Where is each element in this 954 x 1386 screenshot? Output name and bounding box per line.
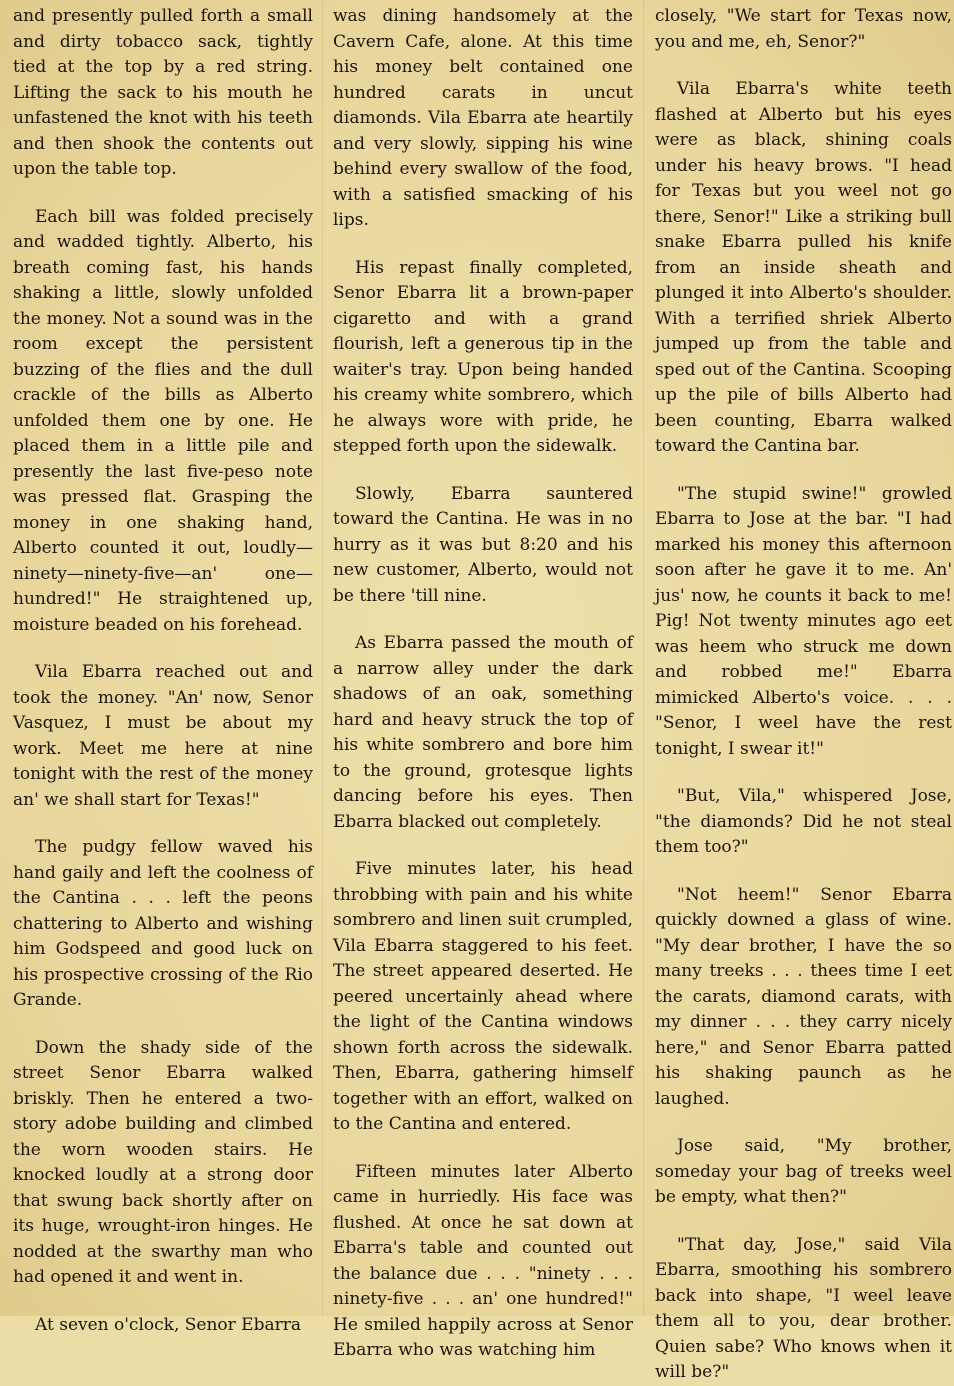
paragraph: Slowly, Ebarra sauntered toward the Cantina. He was in no hurry as it was but 8:20 and his new customer, Alberto, would not be there 'till nine. <box>333 483 633 606</box>
paragraph: "That day, Jose," said Vila Ebarra, smoothing his sombrero back into shape, "I weel leave them all to you, dear brother. Quien sabe? Who knows when it will be?" <box>655 1234 952 1382</box>
column-gutter <box>322 0 323 1316</box>
text-column-3 <box>655 4 952 1382</box>
paragraph: Vila Ebarra's white teeth flashed at Alberto but his eyes were as black, shining coals under his heavy brows. "I head for Texas but you weel not go there, Senor!" Like a striking bull snake Ebarra pulled his knife from an inside sheath and plunged it into Alberto's shoulder. With a terrified shriek Alberto jumped up from the table and sped out of the Cantina. Scooping up the pile of bills Alberto had been counting, Ebarra walked toward the Cantina bar. <box>655 79 952 456</box>
paragraph: Down the shady side of the street Senor Ebarra walked briskly. Then he entered a two-story adobe building and climbed the worn wooden stairs. He knocked loudly at a strong door that swung back shortly after on its huge, wrought-iron hinges. He nodded at the swarthy man who had opened it and went in. <box>13 1037 313 1287</box>
paragraph: "Not heem!" Senor Ebarra quickly downed a glass of wine. "My dear brother, I have the so many treeks . . . thees time I eet the carats, diamond carats, with my dinner . . . they carry nicely here," and Senor Ebarra patted his shaking paunch as he laughed. <box>655 884 952 1109</box>
paragraph: The pudgy fellow waved his hand gaily and left the coolness of the Cantina . . . left the peons chattering to Alberto and wishing him Godspeed and good luck on his prospective crossing of the Rio Grande. <box>13 837 313 1010</box>
paragraph: was dining handsomely at the Cavern Cafe, alone. At this time his money belt contained one hundred carats in uncut diamonds. Vila Ebarra ate heartily and very slowly, sipping his wine behind every swallow of the food, with a satisfied smacking of his lips. <box>333 6 633 230</box>
paragraph: As Ebarra passed the mouth of a narrow alley under the dark shadows of an oak, something hard and heavy struck the top of his white sombrero and bore him to the ground, grotesque lights dancing before his eyes. Then Ebarra blacked out completely. <box>333 633 633 832</box>
paragraph: "But, Vila," whispered Jose, "the diamonds? Did he not steal them too?" <box>655 786 952 857</box>
paragraph: and presently pulled forth a small and dirty tobacco sack, tightly tied at the top by a red string. Lifting the sack to his mouth he unfastened the knot with his teeth and then shook the contents out upon the table top. <box>13 6 313 179</box>
paragraph: "The stupid swine!" growled Ebarra to Jose at the bar. "I had marked his money this afternoon soon after he gave it to me. An' jus' now, he counts it back to me! Pig! Not twenty minutes ago eet was heem who struck me down and robbed me!" Ebarra mimicked Alberto's voice. . . . "Senor, I weel have the rest tonight, I swear it!" <box>655 483 952 759</box>
column-gutter <box>643 0 644 1316</box>
paragraph: Five minutes later, his head throbbing with pain and his white sombrero and linen suit crumpled, Vila Ebarra staggered to his feet. The street appeared deserted. He peered uncertainly ahead where the light of the Cantina windows shown forth across the sidewalk. Then, Ebarra, gathering himself together with an effort, walked on to the Cantina and entered. <box>333 859 633 1134</box>
paragraph: His repast finally completed, Senor Ebarra lit a brown-paper cigaretto and with a grand flourish, left a generous tip in the waiter's tray. Upon being handed his creamy white sombrero, which he always wore with pride, he stepped forth upon the sidewalk. <box>333 257 633 456</box>
paragraph: At seven o'clock, Senor Ebarra <box>35 1314 301 1335</box>
text-column-1 <box>13 4 313 1335</box>
paragraph: Jose said, "My brother, someday your bag of treeks weel be empty, what then?" <box>655 1136 952 1207</box>
paragraph: closely, "We start for Texas now, you and me, eh, Senor?" <box>655 6 952 52</box>
paragraph: Vila Ebarra reached out and took the money. "An' now, Senor Vasquez, I must be about my work. Meet me here at nine tonight with the rest of the money an' we shall start for Texas!" <box>13 662 313 810</box>
paragraph: Each bill was folded precisely and wadded tightly. Alberto, his breath coming fast, his hands shaking a little, slowly unfolded the money. Not a sound was in the room except the persistent buzzing of the flies and the dull crackle of the bills as Alberto unfolded them one by one. He placed them in a little pile and presently the last five-peso note was pressed flat. Grasping the money in one shaking hand, Alberto counted it out, loudly—ninety—ninety-five—an' one—hundred!" He straightened up, moisture beaded on his forehead. <box>13 206 313 635</box>
text-column-2 <box>333 4 633 1360</box>
paragraph: Fifteen minutes later Alberto came in hurriedly. His face was flushed. At once he sat down at Ebarra's table and counted out the balance due . . . "ninety . . . ninety-five . . . an' one hundred!" He smiled happily across at Senor Ebarra who was watching him <box>333 1161 633 1360</box>
